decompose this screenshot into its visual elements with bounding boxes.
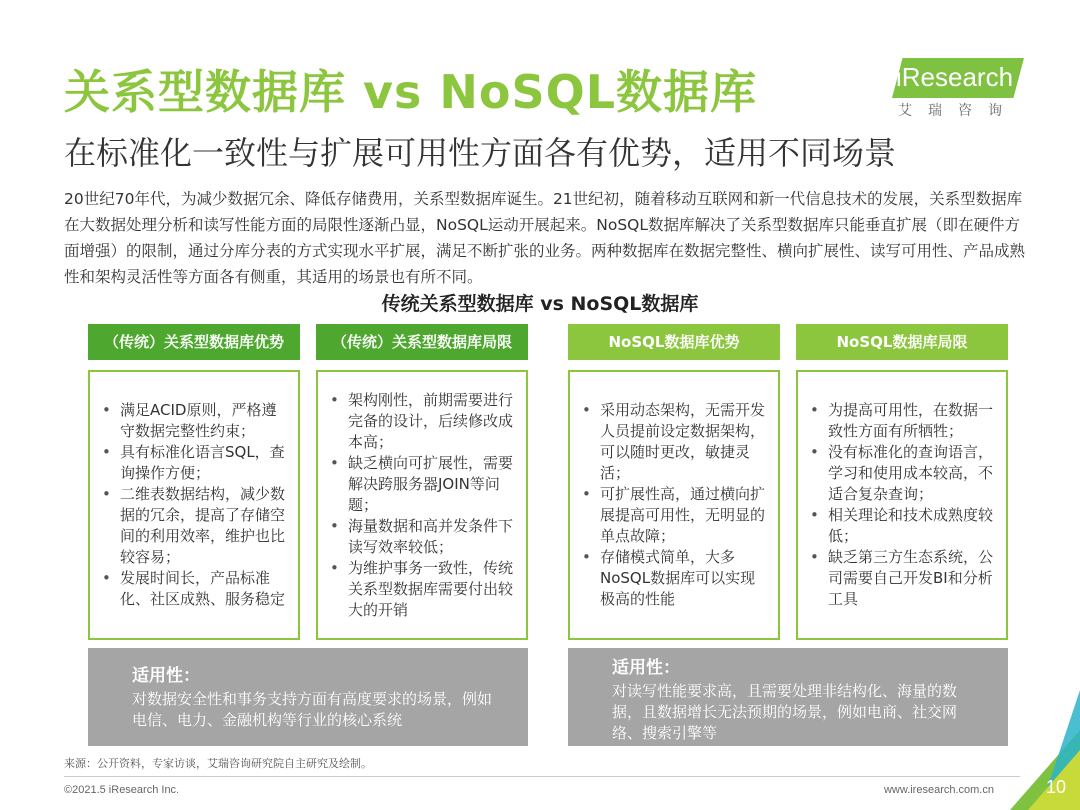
- bullet-list: [98, 400, 288, 610]
- iresearch-logo: [892, 56, 1032, 126]
- column-body: [796, 370, 1008, 640]
- list-item: • 为维护事务一致性，传统关系型数据库需要付出较大的开销: [348, 558, 516, 621]
- column-header: NoSQL数据库局限: [796, 324, 1008, 360]
- column-body: [316, 370, 528, 640]
- list-item: • 满足ACID原则，严格遵守数据完整性约束；: [120, 400, 288, 442]
- page-number: 10: [1045, 777, 1066, 797]
- applicability-text: 对读写性能要求高，且需要处理非结构化、海量的数据，且数据增长无法预期的场景，例如电商、社交网络、搜索引擎等: [612, 682, 958, 742]
- bullet-list: [578, 400, 768, 610]
- applicability-nosql: [568, 648, 1008, 746]
- list-item: • 缺乏第三方生态系统，公司需要自己开发BI和分析工具: [828, 547, 996, 610]
- list-item: • 可扩展性高，通过横向扩展提高可用性，无明显的单点故障；: [600, 484, 768, 547]
- applicability-title: 适用性：: [132, 666, 200, 686]
- list-item: • 具有标准化语言SQL，查询操作方便；: [120, 442, 288, 484]
- column-header: NoSQL数据库优势: [568, 324, 780, 360]
- list-item: • 缺乏横向可扩展性，需要解决跨服务器JOIN等问题；: [348, 453, 516, 516]
- comparison-title: 传统关系型数据库 vs NoSQL数据库: [381, 293, 699, 315]
- column-relational-advantages: [88, 324, 300, 608]
- column-nosql-limitations: [796, 324, 1008, 608]
- logo-text: iResearch: [896, 62, 1014, 92]
- list-item: • 为提高可用性，在数据一致性方面有所牺牲；: [828, 400, 996, 442]
- list-item: • 相关理论和技术成熟度较低；: [828, 505, 996, 547]
- bullet-list: [326, 390, 516, 621]
- list-item: • 采用动态架构，无需开发人员提前设定数据架构，可以随时更改，敏捷灵活；: [600, 400, 768, 484]
- footer-divider: [64, 776, 1020, 777]
- list-item: • 存储模式简单，大多NoSQL数据库可以实现极高的性能: [600, 547, 768, 610]
- column-header: （传统）关系型数据库局限: [316, 324, 528, 360]
- intro-paragraph: 20世纪70年代，为减少数据冗余、降低存储费用，关系型数据库诞生。21世纪初，随着移动互联网和新一代信息技术的发展，关系型数据库在大数据处理分析和读写性能方面的局限性逐渐凸显，NoSQL运动开展起来。NoSQL数据库解决了关系型数据库只能垂直扩展（即在硬件方面增强）的限制，通过分库分表的方式实现水平扩展，满足不断扩张的业务。两种数据库在数据完整性、横向扩展性、读写可用性、产品成熟性和架构灵活性等方面各有侧重，其适用的场景也有所不同。: [64, 190, 1026, 286]
- applicability-relational: [88, 648, 528, 746]
- column-nosql-advantages: [568, 324, 780, 608]
- list-item: • 海量数据和高并发条件下读写效率较低；: [348, 516, 516, 558]
- copyright: ©2021.5 iResearch Inc.: [64, 784, 180, 796]
- logo-subtext: 艾瑞咨询: [898, 103, 1018, 119]
- list-item: • 发展时间长，产品标准化、社区成熟、服务稳定: [120, 568, 288, 610]
- page-subtitle: 在标准化一致性与扩展可用性方面各有优势，适用不同场景: [64, 134, 897, 172]
- bullet-list: [806, 400, 996, 610]
- list-item: • 二维表数据结构，减少数据的冗余，提高了存储空间的利用效率，维护也比较容易；: [120, 484, 288, 568]
- source-note: 来源：公开资料，专家访谈，艾瑞咨询研究院自主研究及绘制。: [64, 757, 372, 770]
- list-item: • 架构刚性，前期需要进行完备的设计，后续修改成本高；: [348, 390, 516, 453]
- column-body: [88, 370, 300, 640]
- page-title: 关系型数据库 vs NoSQL数据库: [64, 65, 758, 119]
- column-header: （传统）关系型数据库优势: [88, 324, 300, 360]
- applicability-title: 适用性：: [612, 658, 680, 678]
- website: www.iresearch.com.cn: [883, 784, 994, 796]
- applicability-text: 对数据安全性和事务支持方面有高度要求的场景，例如电信、电力、金融机构等行业的核心系统: [132, 690, 493, 729]
- column-body: [568, 370, 780, 640]
- list-item: • 没有标准化的查询语言，学习和使用成本较高，不适合复杂查询；: [828, 442, 996, 505]
- column-relational-limitations: [316, 324, 528, 619]
